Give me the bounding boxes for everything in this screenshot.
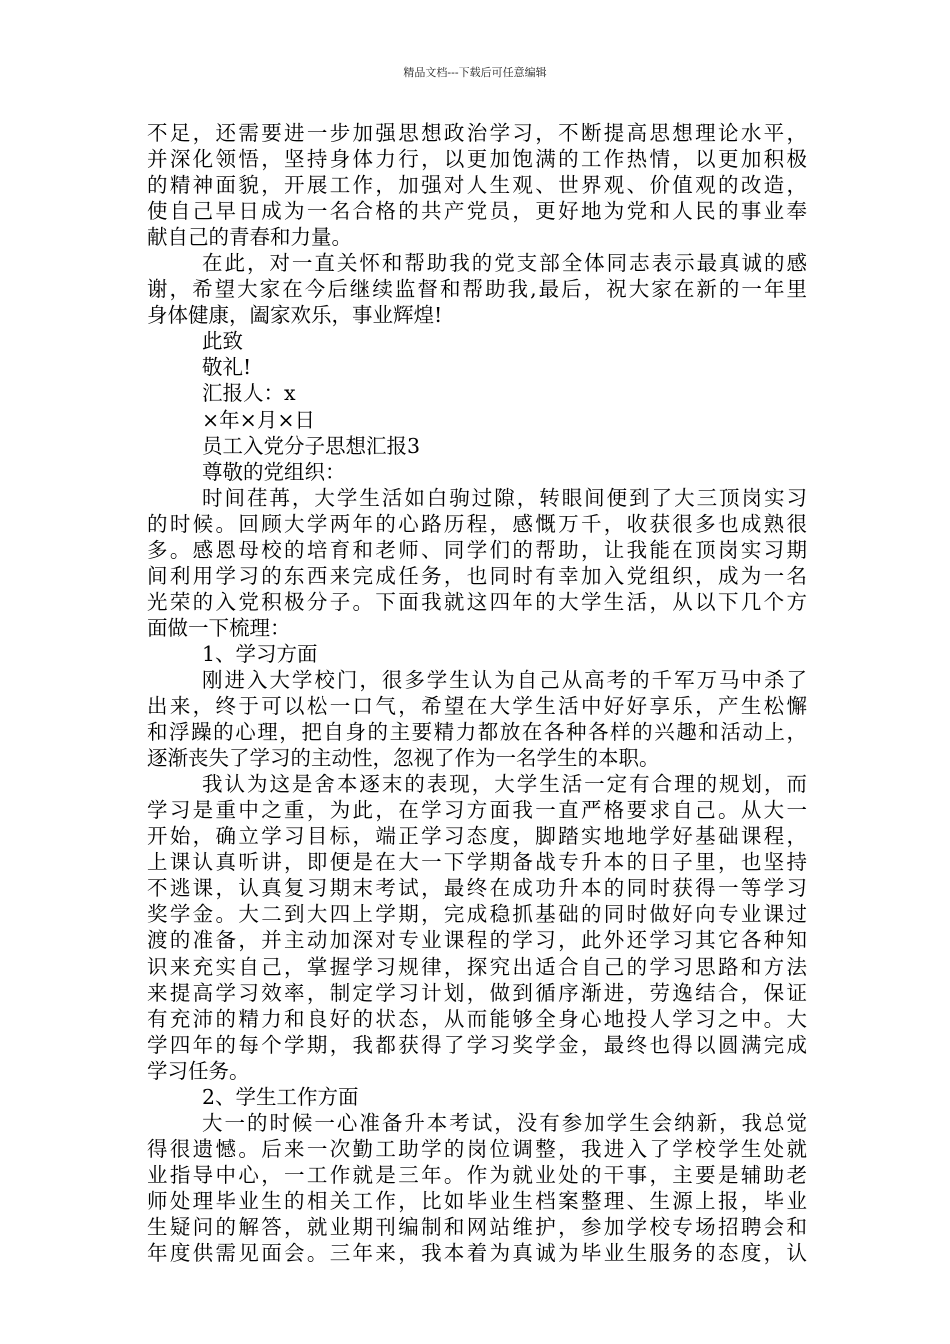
text-line: 献自己的青春和力量。 xyxy=(147,225,352,250)
text-line: 面做一下梳理： xyxy=(147,615,291,640)
text-line: 识来充实自己，掌握学习规律，探究出适合自己的学习思路和方法 xyxy=(147,954,807,979)
text-line: 逐渐丧失了学习的主动性，忽视了作为一名学生的本职。 xyxy=(147,746,660,771)
text-line: 尊敬的党组织： xyxy=(202,459,346,484)
text-line: ×年×月×日 xyxy=(202,407,316,432)
text-line: 此致 xyxy=(202,329,243,354)
text-line: 不足，还需要进一步加强思想政治学习，不断提高思想理论水平， xyxy=(147,121,807,145)
text-line: 学四年的每个学期，我都获得了学习奖学金，最终也得以圆满完成 xyxy=(147,1032,807,1057)
text-line: 上课认真听讲，即便是在大一下学期备战专升本的日子里，也坚持 xyxy=(147,850,807,875)
text-line: 在此，对一直关怀和帮助我的党支部全体同志表示最真诚的感 xyxy=(202,251,807,276)
text-line: 出来，终于可以松一口气，希望在大学生活中好好享乐，产生松懈 xyxy=(147,694,807,719)
text-line: 来提高学习效率，制定学习计划，做到循序渐进，劳逸结合，保证 xyxy=(147,980,807,1005)
text-line: 业指导中心，一工作就是三年。作为就业处的干事，主要是辅助老 xyxy=(147,1162,807,1187)
text-line: 年度供需见面会。三年来，我本着为真诚为毕业生服务的态度，认 xyxy=(147,1241,807,1266)
text-line: 大一的时候一心准备升本考试，没有参加学生会纳新，我总觉 xyxy=(202,1110,807,1135)
text-line: 多。感恩母校的培育和老师、同学们的帮助，让我能在顶岗实习期 xyxy=(147,537,807,562)
text-line: 时间荏苒，大学生活如白驹过隙，转眼间便到了大三顶岗实习 xyxy=(202,485,807,510)
text-line: 1、学习方面 xyxy=(202,641,318,666)
text-line: 和浮躁的心理，把自身的主要精力都放在各种各样的兴趣和活动上， xyxy=(147,720,807,745)
text-line: 生疑问的解答，就业期刊编制和网站维护，参加学校专场招聘会和 xyxy=(147,1214,807,1239)
text-line: 学习是重中之重，为此，在学习方面我一直严格要求自己。从大一 xyxy=(147,798,807,823)
text-line: 的时候。回顾大学两年的心路历程，感慨万千，收获很多也成熟很 xyxy=(147,511,807,536)
text-line: 有充沛的精力和良好的状态，从而能够全身心地投人学习之中。大 xyxy=(147,1006,807,1031)
text-line: 光荣的入党积极分子。下面我就这四年的大学生活，从以下几个方 xyxy=(147,589,807,614)
text-line: 2、学生工作方面 xyxy=(202,1084,359,1109)
text-line: 并深化领悟，坚持身体力行，以更加饱满的工作热情，以更加积极 xyxy=(147,147,807,172)
text-line: 员工入党分子思想汇报3 xyxy=(202,433,421,458)
text-line: 学习任务。 xyxy=(147,1058,250,1083)
document-body xyxy=(147,120,807,1266)
text-line: 身体健康，阖家欢乐，事业辉煌! xyxy=(147,303,443,328)
text-line: 间利用学习的东西来完成任务，也同时有幸加入党组织，成为一名 xyxy=(147,563,807,588)
text-line: 奖学金。大二到大四上学期，完成稳抓基础的同时做好向专业课过 xyxy=(147,902,807,927)
text-line: 开始，确立学习目标，端正学习态度，脚踏实地地学好基础课程， xyxy=(147,824,807,849)
text-line: 刚进入大学校门，很多学生认为自己从高考的千军万马中杀了 xyxy=(202,667,807,692)
text-line: 师处理毕业生的相关工作，比如毕业生档案整理、生源上报，毕业 xyxy=(147,1188,807,1213)
text-line: 得很遗憾。后来一次勤工助学的岗位调整，我进入了学校学生处就 xyxy=(147,1136,807,1161)
text-line: 谢，希望大家在今后继续监督和帮助我,最后，祝大家在新的一年里 xyxy=(147,277,807,302)
text-line: 使自己早日成为一名合格的共产党员，更好地为党和人民的事业奉 xyxy=(147,199,807,224)
text-line: 渡的准备，并主动加深对专业课程的学习，此外还学习其它各种知 xyxy=(147,928,807,953)
text-line: 的精神面貌，开展工作，加强对人生观、世界观、价值观的改造， xyxy=(147,173,807,198)
text-line: 我认为这是舍本逐末的表现，大学生活一定有合理的规划，而 xyxy=(202,772,807,797)
text-line: 不逃课，认真复习期末考试，最终在成功升本的同时获得一等学习 xyxy=(147,876,807,901)
page-header: 精品文档---下载后可任意编辑 xyxy=(403,66,547,79)
text-line: 汇报人：x xyxy=(202,381,296,406)
text-line: 敬礼! xyxy=(202,355,252,380)
